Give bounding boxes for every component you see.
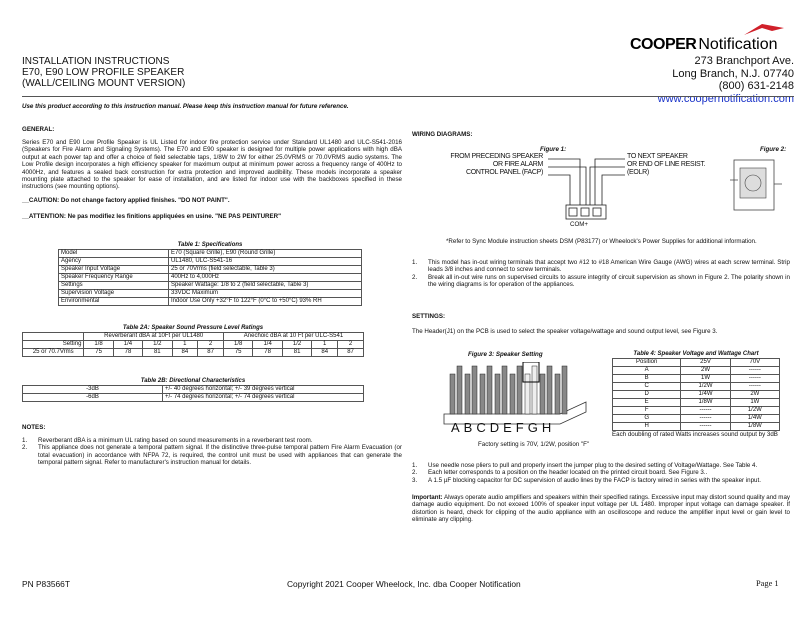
table-2b-caption: Table 2B: Directional Characteristics (140, 378, 246, 384)
important-label: Important: (412, 494, 443, 501)
address-street: 273 Branchport Ave. (694, 55, 794, 67)
general-body: Series E70 and E90 Low Profile Speaker is UL Listed for indoor fire protection service under Standard UL1480 and ULC-S541-2016 (Speakers for Fire Alarm and Signaling Systems). The E70 and E90 speaker is designed for multiple power applications with high dBA output at each power tap and offer a choice of field selectable taps, 1/8W to 2W for either 25.0VRMS or 70.0VRMS audio systems. The Low Profile design incorporates a high efficiency speaker for maximum output at minimum power across a frequency range of 400Hz to 4000Hz, and features a sealed back construction for extra protection and improved audibility. These models incorporate a speaker mounting plate attached to the speaker for ease of installation, and are listed for indoor use with the backboxes specified in these instructions (see mounting options). (22, 139, 402, 191)
table-2a-setting-label: Setting (23, 341, 84, 349)
table-4-cell: 2W (681, 367, 730, 375)
table-4-cell: ------ (681, 407, 730, 415)
table-2b-angle: +/- 40 degrees horizontal; +/- 39 degrees vertical (163, 386, 364, 394)
settings-item (412, 469, 790, 476)
table-2a-group-1: Reverberant dBA at 10Ft per UL1480 (84, 333, 224, 341)
table-1-row (59, 258, 362, 266)
com-label: COM+ (570, 221, 589, 228)
website-link[interactable]: www.coopernotification.com (657, 92, 794, 105)
table-1-label: Supervision Voltage (59, 290, 169, 298)
figure-2-sketch (730, 160, 782, 210)
settings-item-text: Use needle nose pliers to pull and properly insert the jumper plug to the desired setting of Voltage/Wattage. See Table 4. (428, 462, 758, 469)
table-4-cell: ------ (681, 423, 730, 431)
notes-heading: NOTES: (22, 424, 46, 431)
header-pin (555, 374, 560, 414)
table-4-voltage-wattage (612, 351, 780, 438)
page-number: Page 1 (756, 579, 779, 588)
table-4-header: Position (613, 359, 681, 367)
wiring-to-2: OR END OF LINE RESIST. (627, 161, 706, 168)
table-4-cell: 1/8W (730, 423, 779, 431)
figure-3-factory-note: Factory setting is 70V, 1/2W, position "F" (478, 441, 590, 448)
header-divider (22, 96, 794, 97)
table-4-caption: Table 4: Speaker Voltage and Wattage Chart (633, 351, 759, 357)
wiring-item-number: 2. (412, 273, 418, 281)
table-2b-row (23, 394, 364, 402)
table-4-cell: A (613, 367, 681, 375)
table-1-row (59, 282, 362, 290)
company-address (658, 55, 794, 105)
note-item (22, 437, 402, 444)
table-4-cell: 1W (681, 375, 730, 383)
note-item (22, 444, 402, 466)
header-pin (525, 374, 530, 414)
table-2a-setting: 1/2 (282, 341, 311, 349)
wiring-heading: WIRING DIAGRAMS: (412, 131, 473, 138)
address-phone: (800) 631-2148 (718, 80, 794, 93)
table-2a-row-label: 25 or 70.7Vrms (23, 349, 84, 357)
logo-swoosh-icon (742, 22, 786, 36)
table-2a-setting: 2 (338, 341, 364, 349)
table-1-value: 33VDC Maximum (169, 290, 362, 298)
table-1-label: Environmental (59, 298, 169, 306)
table-4-cell: ------ (730, 383, 779, 391)
header-pin (562, 366, 567, 414)
copyright: Copyright 2021 Cooper Wheelock, Inc. dba Cooper Notification (287, 579, 521, 589)
table-1-label: Speaker Input Voltage (59, 266, 169, 274)
wire-out-3 (602, 175, 625, 205)
table-2a-value: 87 (338, 349, 364, 357)
header-pin (532, 366, 537, 414)
table-2a-setting: 1/8 (223, 341, 252, 349)
table-1-caption: Table 1: Specifications (177, 242, 243, 248)
header-pin (487, 366, 492, 414)
wiring-diagram-figure-1 (420, 150, 800, 230)
wiring-note: *Refer to Sync Module instruction sheets DSM (P83177) or Wheelock's Power Supplies for additional information. (446, 238, 757, 245)
table-4-cell: G (613, 415, 681, 423)
table-4-cell: F (613, 407, 681, 415)
header-pin (495, 374, 500, 414)
table-4-cell: ------ (681, 415, 730, 423)
table-2a-value: 84 (312, 349, 338, 357)
table-1-specifications (58, 242, 362, 306)
table-4-row (613, 407, 780, 415)
table-4-row (613, 383, 780, 391)
table-1-label: Agency (59, 258, 169, 266)
general-heading: GENERAL: (22, 126, 55, 133)
header-pin (465, 374, 470, 414)
table-4-cell: 1/2W (681, 383, 730, 391)
table-2a-value: 84 (172, 349, 198, 357)
title-line-3: (WALL/CEILING MOUNT VERSION) (22, 78, 186, 89)
attention-line: __ATTENTION: Ne pas modifiez les finitions appliquées en usine. "NE PAS PEINTURER" (22, 213, 282, 220)
table-2b-angle: +/- 74 degrees horizontal; +/- 74 degrees vertical (163, 394, 364, 402)
table-4-cell: ------ (730, 367, 779, 375)
wiring-item (412, 274, 790, 289)
table-1-value: E70 (Square Grille), E90 (Round Grille) (169, 250, 362, 258)
table-4-cell: H (613, 423, 681, 431)
table-1-label: Speaker Frequency Range (59, 274, 169, 282)
table-2a-value: 87 (198, 349, 224, 357)
cooper-logo (630, 28, 790, 56)
table-4-cell: 1/8W (681, 399, 730, 407)
header-pin (457, 366, 462, 414)
table-4-cell: 1/4W (681, 391, 730, 399)
table-2a-setting: 1 (172, 341, 198, 349)
settings-item-text: Each letter corresponds to a position on the header located on the printed circuit board. See Figure 3.. (428, 469, 708, 477)
header-pin (502, 366, 507, 414)
header-pin (517, 366, 522, 414)
table-4-cell: 1W (730, 399, 779, 407)
attention-text: ATTENTION: Ne pas modifiez les finitions appliquées en usine. "NE PAS PEINTURER" (28, 213, 282, 220)
settings-item-number: 2. (412, 469, 418, 477)
table-4-cell: 1/2W (730, 407, 779, 415)
table-4-cell: 1/4W (730, 415, 779, 423)
settings-item (412, 477, 790, 484)
table-4-row (613, 367, 780, 375)
note-item-number: 2. (22, 444, 28, 452)
table-4-row (613, 375, 780, 383)
figure-3-caption: Figure 3: Speaker Setting (468, 351, 543, 358)
table-4-cell: 2W (730, 391, 779, 399)
table-2b-directional (22, 378, 364, 402)
table-1-row (59, 266, 362, 274)
important-text: Always operate audio amplifiers and speakers within their specified ratings. Excessive input may distort sound quality and may damage audio equipment. Do not exceed 100% of speaker input voltage per UL 1480. Improper input voltage can damage speaker. If distortion is heard, check for clipping of the audio appliance with an oscilloscope and reduce the amplifier input level or gain level to eliminate any clipping. (412, 494, 790, 524)
wire-in-3 (548, 175, 570, 205)
terminal-block (566, 205, 606, 219)
header-pin (480, 374, 485, 414)
table-2a-setting: 1/8 (84, 341, 113, 349)
table-4-row (613, 423, 780, 431)
settings-item-number: 1. (412, 462, 418, 469)
wiring-from-2: OR FIRE ALARM (492, 161, 543, 168)
wiring-from-1: FROM PRECEDING SPEAKER (450, 153, 543, 160)
table-2a-value: 75 (84, 349, 113, 357)
table-4-row (613, 399, 780, 407)
table-2b-row (23, 386, 364, 394)
note-item-text: This appliance does not generate a temporal pattern signal. If the distinctive three-pulse temporal pattern Fire Alarm Evacuation (or total evacuation) in accordance with NFPA 72, is required, the control unit must be used with appliances that can generate the temporal pattern signal. Refer to manufacturer's instruction manual for details. (38, 444, 402, 467)
table-1-value: 400Hz to 4,000Hz (169, 274, 362, 282)
caution-text: CAUTION: Do not change factory applied finishes. "DO NOT PAINT". (28, 197, 230, 204)
address-city: Long Branch, N.J. 07740 (672, 67, 794, 80)
table-1-value: Speaker Wattage: 1/8 to 2 (field selectable, Table 3) (169, 282, 362, 290)
table-4-row (613, 415, 780, 423)
wiring-list (412, 259, 790, 289)
header-pin (540, 374, 545, 414)
wiring-from-3: CONTROL PANEL (FACP) (466, 169, 543, 176)
table-1-row (59, 298, 362, 306)
table-2a-value: 81 (143, 349, 172, 357)
settings-item (412, 462, 790, 469)
wiring-to-1: TO NEXT SPEAKER (627, 153, 688, 160)
figure-2-label: Figure 2: (760, 146, 787, 153)
important-paragraph (412, 494, 790, 524)
note-item-text: Reverberant dBA is a minimum UL rating based on sound measurements in a reverberant test room. (38, 437, 313, 444)
table-2a-setting: 1/4 (253, 341, 282, 349)
settings-list (412, 462, 790, 484)
figure-1-label: Figure 1: (540, 146, 567, 153)
logo-product: Notification (698, 36, 778, 53)
wiring-item (412, 259, 790, 274)
table-2a-value: 75 (223, 349, 252, 357)
caution-line: __CAUTION: Do not change factory applied finishes. "DO NOT PAINT". (22, 197, 230, 204)
table-2a-setting: 1/2 (143, 341, 172, 349)
wiring-item-text: This model has in-out wiring terminals that accept two #12 to #18 American Wire Gauge (AWG) wires at each screw terminal. Strip leads 3/8 inches and connect to screw terminals. (428, 259, 790, 274)
table-4-cell: ------ (730, 375, 779, 383)
settings-heading: SETTINGS: (412, 313, 446, 320)
table-4-cell: E (613, 399, 681, 407)
settings-body: The Header(J1) on the PCB is used to select the speaker voltage/wattage and sound output level, see Figure 3. (412, 328, 718, 335)
table-2a-sound-pressure (22, 325, 364, 357)
table-1-value: Indoor Use Only +32°F to 122°F (0°C to +50°C) 93% RH (169, 298, 362, 306)
table-2a-setting: 1 (312, 341, 338, 349)
table-4-cell: B (613, 375, 681, 383)
header-pin (510, 374, 515, 414)
settings-item-number: 3. (412, 476, 418, 484)
table-2a-caption: Table 2A: Speaker Sound Pressure Level Ratings (122, 325, 264, 331)
table-2a-value: 78 (113, 349, 142, 357)
table-4-footnote: Each doubling of rated Watts increases sound output by 3dB (612, 431, 778, 438)
table-1-label: Model (59, 250, 169, 258)
table-1-row (59, 274, 362, 282)
table-2a-group-2: Anechoic dBA at 10 Ft per ULC-S541 (223, 333, 363, 341)
table-2b-level: -6dB (23, 394, 163, 402)
wire-in-1 (548, 159, 580, 205)
part-number: PN P83566T (22, 579, 70, 589)
table-1-value: 25 or 70Vrms (field selectable, Table 3) (169, 266, 362, 274)
wiring-item-number: 1. (412, 259, 418, 266)
wiring-to-3: (EOLR) (627, 169, 649, 176)
table-4-row (613, 391, 780, 399)
table-1-row (59, 250, 362, 258)
wiring-item-text: Break all in-out wire runs on supervised circuits to assure integrity of circuit supervision as shown in Figure 2. The polarity shown in the wiring diagrams is for operation of the appliances. (428, 273, 790, 289)
notes-list (22, 437, 402, 467)
settings-item-text: A 1.5 µF blocking capacitor for DC supervision of audio lines by the FACP is factory wired in series with the speaker input. (428, 476, 761, 484)
table-2b-level: -3dB (23, 386, 163, 394)
table-2a-setting: 1/4 (113, 341, 142, 349)
table-4-cell: D (613, 391, 681, 399)
title-line-1: INSTALLATION INSTRUCTIONS (22, 56, 170, 67)
header-pin (547, 366, 552, 414)
document-title (22, 56, 185, 89)
header-pin (472, 366, 477, 414)
table-4-header: 70V (730, 359, 779, 367)
note-item-number: 1. (22, 437, 28, 444)
figure-3-letters: ABCDEFGH (451, 420, 556, 435)
header-pin (450, 374, 455, 414)
logo-brand: COOPER (630, 36, 697, 53)
table-2a-value: 81 (282, 349, 311, 357)
table-2a-value: 78 (253, 349, 282, 357)
table-1-row (59, 290, 362, 298)
table-4-header: 25V (681, 359, 730, 367)
table-2a-setting: 2 (198, 341, 224, 349)
table-4-cell: C (613, 383, 681, 391)
table-2a-blank (23, 333, 84, 341)
table-1-label: Settings (59, 282, 169, 290)
wire-out-1 (595, 159, 625, 205)
table-1-value: UL1480, ULC-S541-16 (169, 258, 362, 266)
intro-note: Use this product according to this instruction manual. Please keep this instruction manual for future reference. (22, 103, 349, 110)
title-line-2: E70, E90 LOW PROFILE SPEAKER (22, 67, 185, 78)
